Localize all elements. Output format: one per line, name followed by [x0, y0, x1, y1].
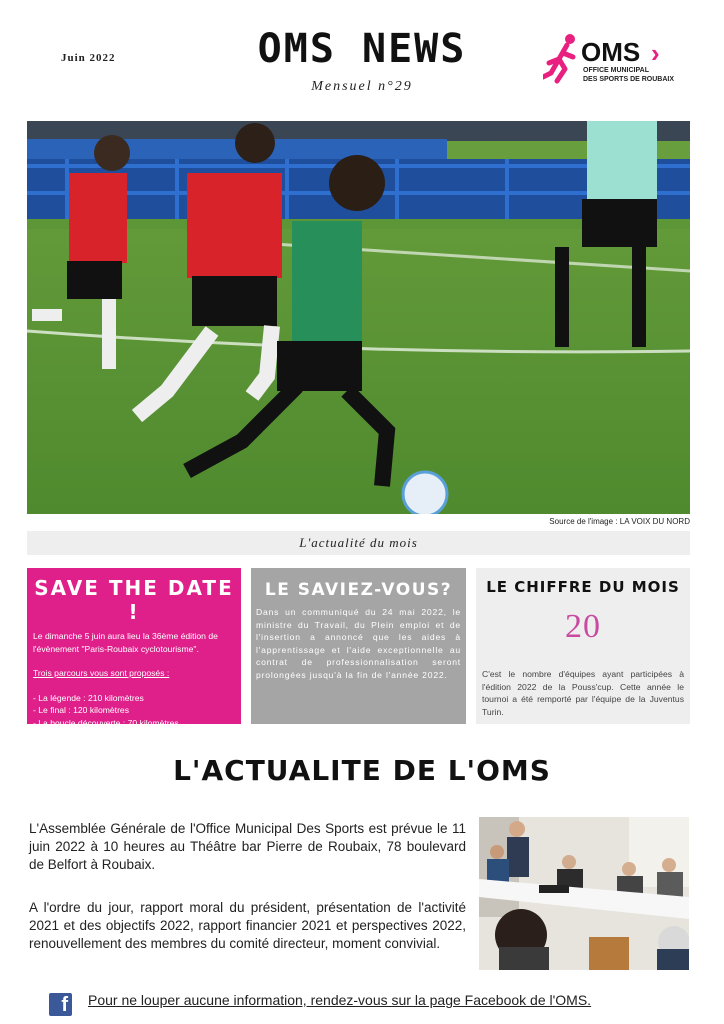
logo-tagline-line1: OFFICE MUNICIPAL — [583, 67, 649, 74]
football-photo — [27, 121, 690, 514]
route-item: - Le final : 120 kilomètres — [33, 705, 130, 715]
save-the-date-intro: Le dimanche 5 juin aura lieu la 36ème édition de l'évènement "Paris-Roubaix cyclotourisme". — [33, 631, 218, 654]
routes-heading: Trois parcours vous sont proposés : — [33, 668, 170, 678]
chiffre-du-mois-text: C'est le nombre d'équipes ayant participées à l'édition 2022 de la Pouss'cup. Cette année le tournoi a été remporté par l'équipe de la Juventus Turin. — [482, 669, 684, 717]
chevron-right-icon: › — [651, 38, 660, 68]
newsletter-title: OMS NEWS — [257, 26, 467, 72]
logo-wordmark: OMS — [581, 37, 641, 67]
section-banner: L'actualité du mois — [27, 531, 690, 555]
oms-logo — [543, 33, 683, 88]
le-saviez-vous-box — [251, 568, 466, 724]
oms-news-paragraph-2: A l'ordre du jour, rapport moral du président, présentation de l'activité 2021 et des objectifs 2022, rapport financier 2021 et perspectives 2022, renouvellement des membres du comité directeur, moment convivial. — [29, 900, 466, 951]
newsletter-date: Juin 2022 — [61, 52, 116, 64]
logo-tagline-line2: DES SPORTS DE ROUBAIX — [583, 76, 675, 83]
chiffre-du-mois-number: 20 — [565, 608, 601, 645]
route-item: - La légende : 210 kilomètres — [33, 692, 144, 703]
meeting-photo — [479, 817, 689, 970]
photo-source: Source de l'image : LA VOIX DU NORD — [549, 517, 690, 526]
runner-icon — [543, 33, 585, 85]
chiffre-du-mois-title: LE CHIFFRE DU MOIS — [486, 578, 680, 596]
le-saviez-vous-text: Dans un communiqué du 24 mai 2022, le ministre du Travail, du Plein emploi et de l'insertion a annoncé que les aides à l'apprentissage et l'aide exceptionnelle au contrat de professionnalisation seront prolongées jusqu'à la fin de l'année 2022. — [256, 607, 461, 680]
save-the-date-box — [27, 568, 241, 728]
route-item: - La boucle découverte : 70 kilomètres — [33, 717, 179, 728]
facebook-page-link[interactable]: Pour ne louper aucune information, rendez-vous sur la page Facebook de l'OMS. — [88, 992, 592, 1008]
newsletter-issue: Mensuel n°29 — [311, 79, 413, 94]
facebook-icon[interactable]: f — [49, 993, 72, 1016]
chiffre-du-mois-box — [476, 568, 690, 724]
save-the-date-title: SAVE THE DATE ! — [34, 576, 234, 624]
oms-news-paragraph-1: L'Assemblée Générale de l'Office Municipal Des Sports est prévue le 11 juin 2022 à 10 heures au Théâtre bar Pierre de Roubaix, 78 boulevard de Belfort à Roubaix. — [29, 821, 466, 872]
le-saviez-vous-title: LE SAVIEZ-VOUS? — [264, 580, 453, 600]
oms-news-title: L'ACTUALITE DE L'OMS — [173, 754, 551, 787]
